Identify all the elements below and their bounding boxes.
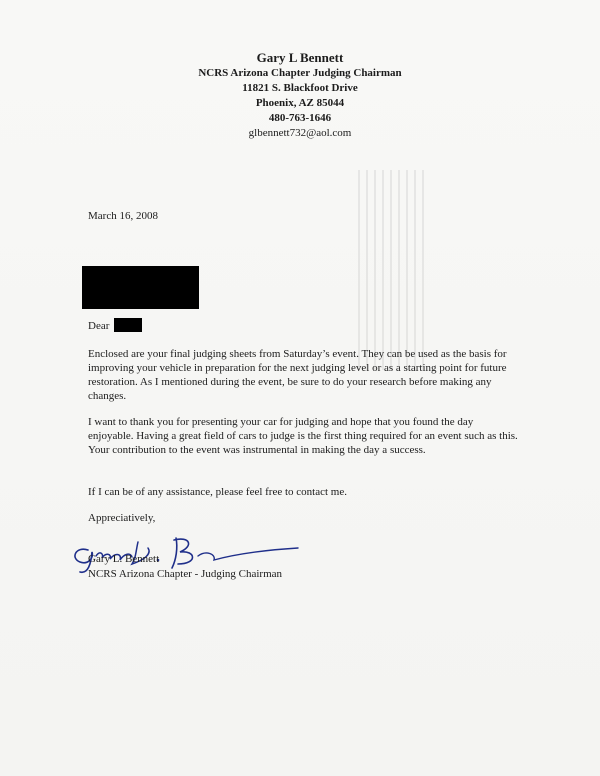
letter-date: March 16, 2008: [88, 210, 158, 222]
handwritten-signature: [66, 524, 316, 574]
salutation: [88, 318, 142, 334]
reverse-side-bleed-through: [290, 170, 430, 370]
redacted-recipient-name: [114, 318, 142, 332]
letterhead-street: 11821 S. Blackfoot Drive: [242, 82, 358, 94]
letterhead-email: glbennett732@aol.com: [248, 127, 352, 139]
redacted-recipient-address: [82, 266, 199, 309]
body-paragraph-1: Enclosed are your final judging sheets from Saturday’s event. They can be used as the basis for improving your vehicle in preparation for the next judging level or as a starting point for future restoration. As I mentioned during the event, be sure to do your research before making any changes.: [88, 348, 507, 402]
letterhead: [0, 50, 600, 141]
closing: Appreciatively,: [88, 512, 156, 524]
body-paragraph-2: I want to thank you for presenting your car for judging and hope that you found the day enjoyable. Having a great field of cars to judge is the first thing required for an event such as this. Your contribution to the event was instrumental in making the day a success.: [88, 416, 518, 456]
body-paragraph-3: If I can be of any assistance, please feel free to contact me.: [88, 486, 347, 498]
signature-title: NCRS Arizona Chapter - Judging Chairman: [88, 568, 283, 580]
signature-printed-name: Gary L. Bennett: [88, 553, 160, 565]
letterhead-name: Gary L Bennett: [256, 50, 344, 65]
letterhead-city: Phoenix, AZ 85044: [255, 97, 345, 109]
letterhead-title: NCRS Arizona Chapter Judging Chairman: [198, 67, 402, 79]
salutation-text: Dear: [88, 320, 110, 332]
letterhead-phone: 480-763-1646: [268, 112, 332, 124]
